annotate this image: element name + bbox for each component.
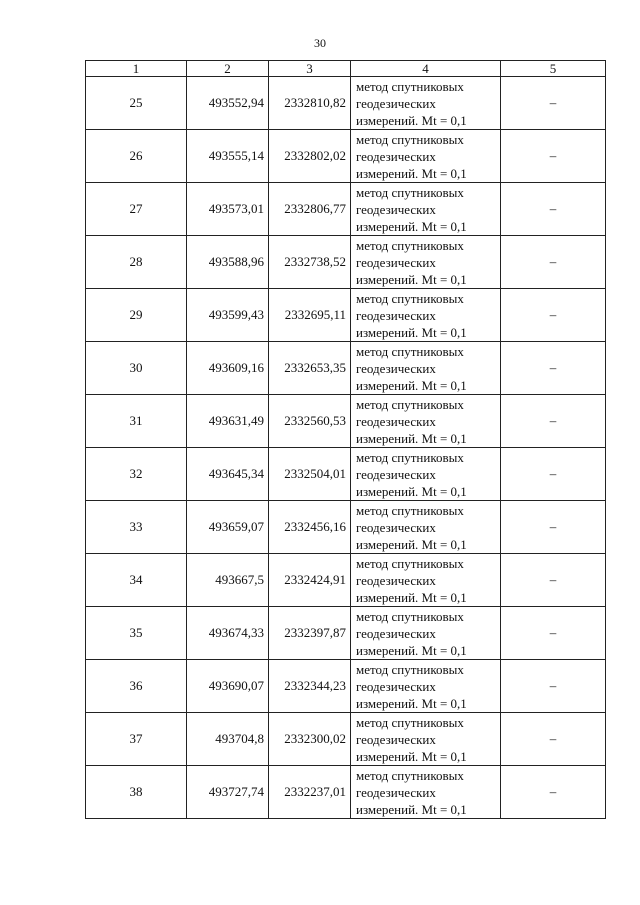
method-line-3: измерений. Mt = 0,1: [356, 536, 467, 552]
x-coordinate-cell: 493659,07: [187, 501, 269, 554]
method-cell: [351, 130, 501, 183]
method-line-2: геодезических: [356, 731, 436, 747]
note-cell: –: [501, 236, 606, 289]
method-line-1: метод спутниковых: [356, 184, 464, 200]
x-coordinate-cell: 493645,34: [187, 448, 269, 501]
method-line-2: геодезических: [356, 678, 436, 694]
method-line-2: геодезических: [356, 148, 436, 164]
y-coordinate-cell: 2332424,91: [269, 554, 351, 607]
method-line-1: метод спутниковых: [356, 343, 464, 359]
method-line-1: метод спутниковых: [356, 449, 464, 465]
note-cell: –: [501, 342, 606, 395]
table-row: [86, 554, 606, 607]
method-line-1: метод спутниковых: [356, 237, 464, 253]
method-cell: [351, 342, 501, 395]
method-line-1: метод спутниковых: [356, 661, 464, 677]
point-number-cell: 28: [86, 236, 187, 289]
method-cell: [351, 766, 501, 819]
method-cell: [351, 183, 501, 236]
point-number-cell: 32: [86, 448, 187, 501]
method-line-3: измерений. Mt = 0,1: [356, 589, 467, 605]
y-coordinate-cell: 2332738,52: [269, 236, 351, 289]
method-cell: [351, 448, 501, 501]
method-cell: [351, 713, 501, 766]
method-line-2: геодезических: [356, 625, 436, 641]
table-row: [86, 607, 606, 660]
method-line-1: метод спутниковых: [356, 767, 464, 783]
note-cell: –: [501, 448, 606, 501]
point-number-cell: 25: [86, 77, 187, 130]
note-cell: –: [501, 289, 606, 342]
point-number-cell: 26: [86, 130, 187, 183]
x-coordinate-cell: 493674,33: [187, 607, 269, 660]
method-line-3: измерений. Mt = 0,1: [356, 483, 467, 499]
x-coordinate-cell: 493631,49: [187, 395, 269, 448]
note-cell: –: [501, 130, 606, 183]
x-coordinate-cell: 493555,14: [187, 130, 269, 183]
method-line-1: метод спутниковых: [356, 396, 464, 412]
method-line-3: измерений. Mt = 0,1: [356, 748, 467, 764]
table-row: [86, 660, 606, 713]
x-coordinate-cell: 493690,07: [187, 660, 269, 713]
method-cell: [351, 607, 501, 660]
method-cell: [351, 236, 501, 289]
header-row: [86, 61, 606, 77]
table-row: [86, 713, 606, 766]
y-coordinate-cell: 2332806,77: [269, 183, 351, 236]
method-line-3: измерений. Mt = 0,1: [356, 324, 467, 340]
note-cell: –: [501, 660, 606, 713]
point-number-cell: 36: [86, 660, 187, 713]
note-cell: –: [501, 607, 606, 660]
y-coordinate-cell: 2332504,01: [269, 448, 351, 501]
method-line-3: измерений. Mt = 0,1: [356, 642, 467, 658]
x-coordinate-cell: 493599,43: [187, 289, 269, 342]
note-cell: –: [501, 713, 606, 766]
table-row: [86, 395, 606, 448]
method-line-1: метод спутниковых: [356, 608, 464, 624]
x-coordinate-cell: 493552,94: [187, 77, 269, 130]
method-cell: [351, 554, 501, 607]
method-line-1: метод спутниковых: [356, 714, 464, 730]
method-cell: [351, 501, 501, 554]
note-cell: –: [501, 501, 606, 554]
header-col-4: 4: [351, 61, 501, 77]
method-line-2: геодезических: [356, 254, 436, 270]
method-cell: [351, 395, 501, 448]
point-number-cell: 27: [86, 183, 187, 236]
table-row: [86, 183, 606, 236]
table-row: [86, 130, 606, 183]
method-cell: [351, 289, 501, 342]
table-row: [86, 501, 606, 554]
table-row: [86, 342, 606, 395]
table-row: [86, 448, 606, 501]
method-line-2: геодезических: [356, 413, 436, 429]
method-line-3: измерений. Mt = 0,1: [356, 377, 467, 393]
method-line-2: геодезических: [356, 95, 436, 111]
method-line-2: геодезических: [356, 201, 436, 217]
method-line-3: измерений. Mt = 0,1: [356, 430, 467, 446]
x-coordinate-cell: 493588,96: [187, 236, 269, 289]
table-header: [86, 61, 606, 77]
method-line-2: геодезических: [356, 307, 436, 323]
note-cell: –: [501, 766, 606, 819]
coordinates-table: [85, 60, 606, 819]
method-line-3: измерений. Mt = 0,1: [356, 165, 467, 181]
x-coordinate-cell: 493704,8: [187, 713, 269, 766]
method-line-1: метод спутниковых: [356, 131, 464, 147]
y-coordinate-cell: 2332300,02: [269, 713, 351, 766]
note-cell: –: [501, 395, 606, 448]
y-coordinate-cell: 2332695,11: [269, 289, 351, 342]
method-line-2: геодезических: [356, 519, 436, 535]
method-cell: [351, 77, 501, 130]
method-line-1: метод спутниковых: [356, 502, 464, 518]
page-number: 30: [314, 36, 326, 50]
point-number-cell: 35: [86, 607, 187, 660]
method-line-1: метод спутниковых: [356, 78, 464, 94]
y-coordinate-cell: 2332456,16: [269, 501, 351, 554]
y-coordinate-cell: 2332560,53: [269, 395, 351, 448]
y-coordinate-cell: 2332237,01: [269, 766, 351, 819]
header-col-1: 1: [86, 61, 187, 77]
method-line-3: измерений. Mt = 0,1: [356, 801, 467, 817]
point-number-cell: 34: [86, 554, 187, 607]
method-line-2: геодезических: [356, 784, 436, 800]
y-coordinate-cell: 2332344,23: [269, 660, 351, 713]
point-number-cell: 37: [86, 713, 187, 766]
table-row: [86, 236, 606, 289]
method-line-2: геодезических: [356, 466, 436, 482]
table-body: [86, 77, 606, 819]
header-col-3: 3: [269, 61, 351, 77]
table-row: [86, 77, 606, 130]
method-line-1: метод спутниковых: [356, 290, 464, 306]
method-line-3: измерений. Mt = 0,1: [356, 112, 467, 128]
method-line-3: измерений. Mt = 0,1: [356, 695, 467, 711]
point-number-cell: 38: [86, 766, 187, 819]
method-line-2: геодезических: [356, 572, 436, 588]
y-coordinate-cell: 2332397,87: [269, 607, 351, 660]
table-row: [86, 766, 606, 819]
x-coordinate-cell: 493609,16: [187, 342, 269, 395]
note-cell: –: [501, 183, 606, 236]
y-coordinate-cell: 2332802,02: [269, 130, 351, 183]
point-number-cell: 31: [86, 395, 187, 448]
table-row: [86, 289, 606, 342]
method-line-3: измерений. Mt = 0,1: [356, 218, 467, 234]
note-cell: –: [501, 77, 606, 130]
header-col-5: 5: [501, 61, 606, 77]
point-number-cell: 33: [86, 501, 187, 554]
x-coordinate-cell: 493573,01: [187, 183, 269, 236]
method-cell: [351, 660, 501, 713]
x-coordinate-cell: 493667,5: [187, 554, 269, 607]
header-col-2: 2: [187, 61, 269, 77]
method-line-1: метод спутниковых: [356, 555, 464, 571]
x-coordinate-cell: 493727,74: [187, 766, 269, 819]
y-coordinate-cell: 2332653,35: [269, 342, 351, 395]
point-number-cell: 30: [86, 342, 187, 395]
method-line-3: измерений. Mt = 0,1: [356, 271, 467, 287]
note-cell: –: [501, 554, 606, 607]
y-coordinate-cell: 2332810,82: [269, 77, 351, 130]
point-number-cell: 29: [86, 289, 187, 342]
method-line-2: геодезических: [356, 360, 436, 376]
